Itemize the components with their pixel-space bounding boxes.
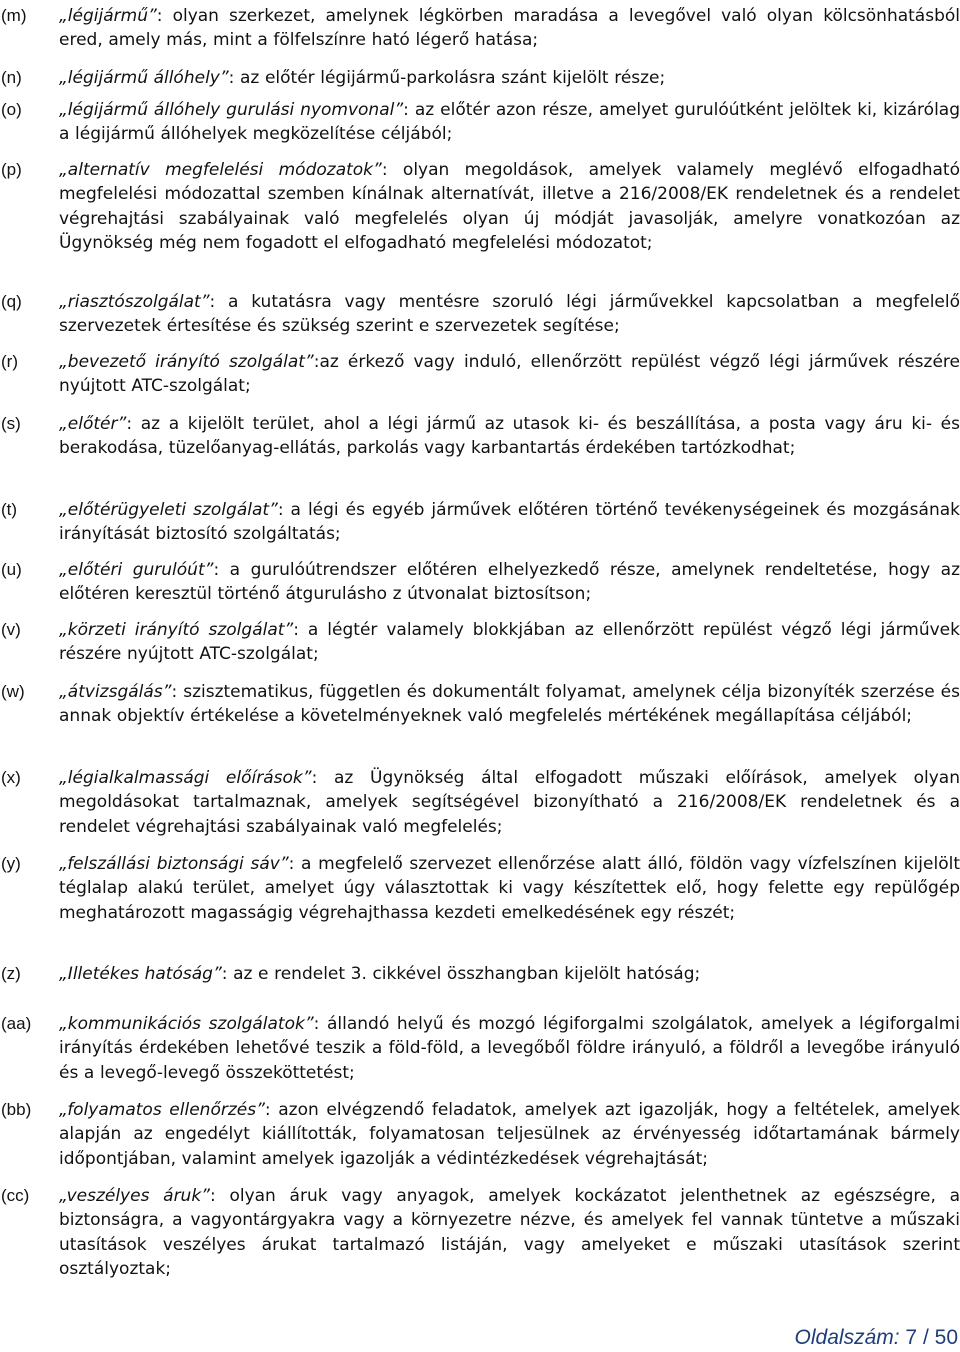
definition-term: „előtéri gurulóút” (59, 560, 214, 580)
definition-text: : a légtér valamely blokkjában az ellenőrzött repülést végző légi járművek részére nyújtott ATC-szolgálat; (59, 620, 960, 665)
definition-term: „folyamatos ellenőrzés” (59, 1100, 265, 1120)
definition-entry (0, 4, 960, 53)
definition-body (59, 1012, 960, 1085)
definition-label: (z) (1, 964, 21, 983)
definition-entry (0, 350, 960, 399)
definition-label: (bb) (1, 1100, 32, 1119)
definition-text: : a kutatásra vagy mentésre szoruló légi járművekkel kapcsolatban a megfelelő szervezetek értesítése és szükség szerint e szervezetek segítése; (59, 292, 960, 337)
definition-text: : a légi és egyéb járművek előtéren történő tevékenységeinek és mozgásának irányítását biztosító szolgáltatás; (59, 500, 960, 545)
page-total: 50 (934, 1326, 958, 1349)
definition-label: (n) (1, 68, 22, 87)
definition-text: : a gurulóútrendszer előtéren elhelyezkedő része, amelynek rendeltetése, hogy az előtéren keresztül történő átgurulásho z útvonalat biztosítson; (59, 560, 960, 605)
definition-text: : az Ügynökség által elfogadott műszaki előírások, amelyek olyan megoldásokat tartalmaznak, amelyek segítségével bizonyítható a 216/2008/EK rendeletnek és a rendelet végrehajtási szabályainak való megfelelés; (59, 768, 960, 837)
definition-term: „légialkalmassági előírások” (59, 768, 312, 788)
definition-body (59, 412, 960, 461)
definition-body (59, 558, 960, 607)
definition-label: (y) (1, 854, 21, 873)
definition-entry (0, 290, 960, 339)
definition-term: „Illetékes hatóság” (59, 964, 222, 984)
definition-entry (0, 158, 960, 256)
definition-body (59, 290, 960, 339)
definition-term: „légijármű állóhely gurulási nyomvonal” (59, 100, 404, 120)
definition-term: „átvizsgálás” (59, 682, 172, 702)
definition-body (59, 158, 960, 256)
definition-text: : az a kijelölt terület, ahol a légi jármű az utasok ki- és beszállítása, a posta vagy áru ki- és berakodása, tüzelőanyag-ellátás, parkolás vagy karbantartás érdekében tartózkodhat; (59, 414, 960, 459)
definition-label: (w) (1, 682, 25, 701)
definition-entry (0, 412, 960, 461)
definition-label: (aa) (1, 1014, 32, 1033)
definition-text: : olyan áruk vagy anyagok, amelyek kockázatot jelenthetnek az egészségre, a biztonságra, a vagyontárgyakra vagy a környezetre nézve, és amelyek fel vannak tüntetve a műszaki utasítások veszélyes árukat tartalmazó listáján, vagy amelyeket e műszaki utasítások szerint osztályoztak; (59, 1186, 960, 1280)
definition-body (59, 498, 960, 547)
definition-entry (0, 766, 960, 839)
definition-body (59, 1098, 960, 1171)
definition-term: „felszállási biztonsági sáv” (59, 854, 289, 874)
definition-label: (q) (1, 292, 22, 311)
definition-entry (0, 1184, 960, 1282)
definition-label: (u) (1, 560, 22, 579)
definition-text: : szisztematikus, független és dokumentált folyamat, amelynek célja bizonyíték szerzése és annak objektív értékelése a követelményeknek való megfelelés mértékének megállapítása céljából; (59, 682, 960, 727)
definition-term: „riasztószolgálat” (59, 292, 210, 312)
definition-label: (x) (1, 768, 21, 787)
definition-label: (r) (1, 352, 18, 371)
definition-entry (0, 98, 960, 147)
definition-entry (0, 66, 960, 90)
definition-text: : az e rendelet 3. cikkével összhangban kijelölt hatóság; (221, 964, 701, 984)
definition-body (59, 852, 960, 925)
definition-body (59, 98, 960, 147)
definition-body (59, 4, 960, 53)
definition-body (59, 66, 960, 90)
definition-term: „veszélyes áruk” (59, 1186, 210, 1206)
definition-entry (0, 498, 960, 547)
definition-text: :az érkező vagy induló, ellenőrzött repülést végző légi járművek részére nyújtott ATC-szolgálat; (59, 352, 960, 397)
definition-entry (0, 852, 960, 925)
definition-text: : azon elvégzendő feladatok, amelyek azt igazolják, hogy a feltételek, amelyek alapján az engedélyt kiállították, folyamatosan teljesülnek az érvényesség időtartamának bármely időpontjában, valamint amelyek igazolják a védintézkedések végrehajtását; (59, 1100, 960, 1169)
definition-term: „légijármű” (59, 6, 157, 26)
definition-entry (0, 558, 960, 607)
definition-entry (0, 680, 960, 729)
definition-text: : állandó helyű és mozgó légiforgalmi szolgálatok, amelyek a légiforgalmi irányítás érdekében lehetővé teszik a föld-föld, a levegőből földre irányuló, a földről a levegőbe irányuló és a levegő-levegő összeköttetést; (59, 1014, 960, 1083)
definition-term: „kommunikációs szolgálatok” (59, 1014, 314, 1034)
definition-entry (0, 618, 960, 667)
definition-body (59, 350, 960, 399)
page-number-label: Oldalszám: (794, 1326, 900, 1349)
definition-term: „bevezető irányító szolgálat” (59, 352, 314, 372)
definition-body (59, 1184, 960, 1282)
definition-text: : olyan megoldások, amelyek valamely meglévő elfogadható megfelelési módozattal szemben kínálnak alternatívát, illetve a 216/2008/EK rendeletnek és a rendelet végrehajtási szabályainak való megfelelés olyan új módját javasolják, amelyre vonatkozóan az Ügynökség még nem fogadott el elfogadható megfelelési módozatot; (59, 160, 960, 254)
definition-entry (0, 1098, 960, 1171)
definition-entry (0, 1012, 960, 1085)
definition-entry (0, 962, 960, 986)
definition-text: : az előtér légijármű-parkolásra szánt kijelölt része; (228, 68, 666, 88)
definition-label: (o) (1, 100, 22, 119)
definition-text: : az előtér azon része, amelyet gurulóútként jelöltek ki, kizárólag a légijármű állóhelyek megközelítése céljából; (59, 100, 960, 145)
definition-term: „körzeti irányító szolgálat” (59, 620, 294, 640)
definition-term: „előtérügyeleti szolgálat” (59, 500, 278, 520)
definition-body (59, 618, 960, 667)
definition-term: „előtér” (59, 414, 127, 434)
definition-term: „alternatív megfelelési módozatok” (59, 160, 382, 180)
definition-text: : a megfelelő szervezet ellenőrzése alatt álló, földön vagy vízfelszínen kijelölt téglalap alakú terület, amelyet úgy választottak ki vagy készítettek elő, hogy felette egy repülőgép meghatározott magasságig végrehajthassa kezdeti emelkedésének egy részét; (59, 854, 960, 923)
definition-text: : olyan szerkezet, amelynek légkörben maradása a levegővel való olyan kölcsönhatásból ered, amely más, mint a fölfelszínre ható légerő hatása; (59, 6, 960, 51)
definition-label: (t) (1, 500, 18, 519)
definition-term: „légijármű állóhely” (59, 68, 229, 88)
definition-label: (cc) (1, 1186, 30, 1205)
definition-label: (v) (1, 620, 21, 639)
definition-label: (m) (1, 6, 27, 25)
page-separator: / (922, 1326, 929, 1349)
definition-label: (s) (1, 414, 21, 433)
definition-body (59, 680, 960, 729)
definition-body (59, 766, 960, 839)
definition-body (59, 962, 960, 986)
page-number-footer (795, 1326, 958, 1350)
definition-label: (p) (1, 160, 22, 179)
page-current: 7 (905, 1326, 918, 1349)
